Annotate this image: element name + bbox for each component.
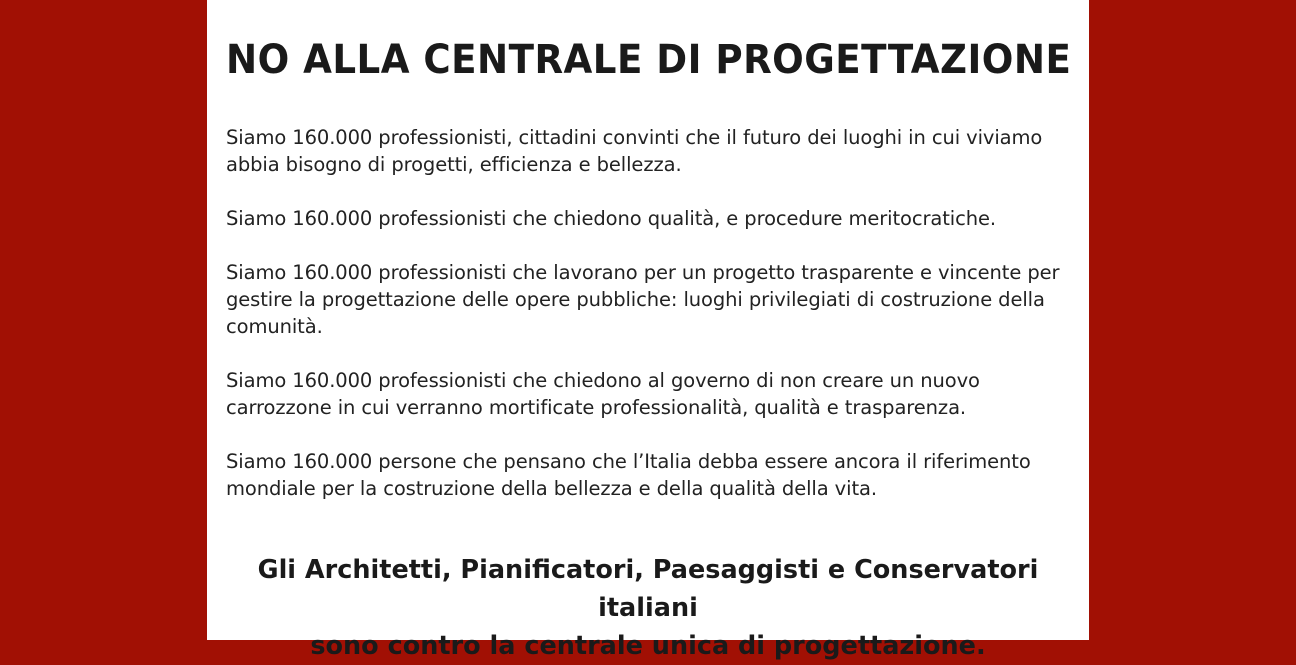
page-title: NO ALLA CENTRALE DI PROGETTAZIONE	[226, 37, 1072, 83]
paragraph-1: Siamo 160.000 professionisti, cittadini convinti che il futuro dei luoghi in cui viviamo abbia bisogno di progetti, efficienza e bellezza.	[226, 126, 1043, 176]
body-text	[226, 124, 1070, 502]
closing-line-2: sono contro la centrale unica di progettazione.	[310, 631, 986, 661]
closing-statement	[207, 551, 1089, 665]
paragraph-2: Siamo 160.000 professionisti che chiedono qualità, e procedure meritocratiche.	[226, 207, 996, 230]
content-panel	[207, 0, 1089, 661]
paragraph-5: Siamo 160.000 persone che pensano che l’Italia debba essere ancora il riferimento mondiale per la costruzione della bellezza e della qualità della vita.	[226, 450, 1031, 500]
paragraph-3: Siamo 160.000 professionisti che lavorano per un progetto trasparente e vincente per gestire la progettazione delle opere pubbliche: luoghi privilegiati di costruzione della comunità.	[226, 261, 1060, 338]
paragraph-4: Siamo 160.000 professionisti che chiedono al governo di non creare un nuovo carrozzone in cui verranno mortificate professionalità, qualità e trasparenza.	[226, 369, 980, 419]
closing-line-1: Gli Architetti, Pianificatori, Paesaggisti e Conservatori italiani	[257, 555, 1039, 623]
